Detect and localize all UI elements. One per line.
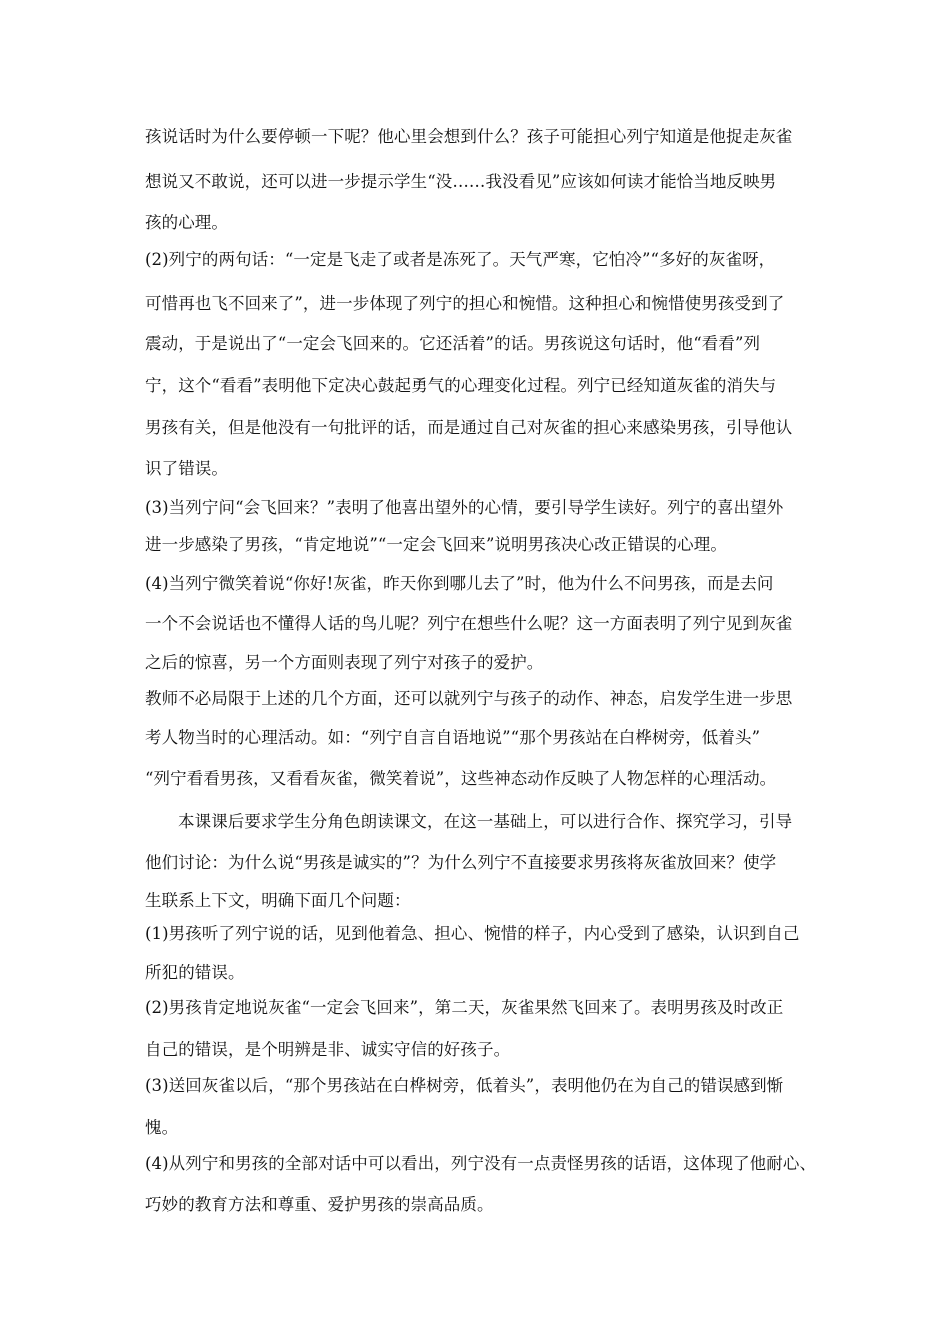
text-line: 一个不会说话也不懂得人话的鸟儿呢？列宁在想些什么呢？这一方面表明了列宁见到灰雀 — [145, 614, 793, 633]
text-line: 可惜再也飞不回来了”，进一步体现了列宁的担心和惋惜。这种担心和惋惜使男孩受到了 — [145, 294, 785, 313]
text-line: (1)男孩听了列宁说的话，见到他着急、担心、惋惜的样子，内心受到了感染，认识到自己 — [145, 924, 800, 943]
text-line: (3)送回灰雀以后，“那个男孩站在白桦树旁，低着头”，表明他仍在为自己的错误感到惭 — [145, 1076, 784, 1095]
text-line: (4)当列宁微笑着说“你好!灰雀，昨天你到哪儿去了”时，他为什么不问男孩，而是去问 — [145, 574, 774, 593]
text-line: 自己的错误，是个明辨是非、诚实守信的好孩子。 — [145, 1040, 511, 1059]
text-line: 识了错误。 — [145, 459, 228, 478]
text-line: 本课课后要求学生分角色朗读课文，在这一基础上，可以进行合作、探究学习，引导 — [178, 812, 793, 831]
text-line: 考人物当时的心理活动。如：“列宁自言自语地说”“那个男孩站在白桦树旁，低着头” — [145, 728, 761, 747]
text-line: 所犯的错误。 — [145, 963, 245, 982]
text-line: 巧妙的教育方法和尊重、爱护男孩的崇高品质。 — [145, 1195, 494, 1214]
text-line: 生联系上下文，明确下面几个问题： — [145, 891, 411, 910]
text-line: 宁，这个“看看”表明他下定决心鼓起勇气的心理变化过程。列宁已经知道灰雀的消失与 — [145, 376, 777, 395]
text-line: (2)男孩肯定地说灰雀“一定会飞回来”，第二天，灰雀果然飞回来了。表明男孩及时改正 — [145, 998, 784, 1017]
text-line: 孩的心理。 — [145, 213, 228, 232]
text-line: 教师不必局限于上述的几个方面，还可以就列宁与孩子的动作、神态，启发学生进一步思 — [145, 689, 793, 708]
text-line: (2)列宁的两句话：“一定是飞走了或者是冻死了。天气严寒，它怕冷”“多好的灰雀呀， — [145, 250, 776, 269]
text-line: 之后的惊喜，另一个方面则表现了列宁对孩子的爱护。 — [145, 653, 544, 672]
text-line: 进一步感染了男孩，“肯定地说”“一定会飞回来”说明男孩决心改正错误的心理。 — [145, 535, 727, 554]
text-line: 震动，于是说出了“一定会飞回来的。它还活着”的话。男孩说这句话时，他“看看”列 — [145, 334, 761, 353]
text-line: 男孩有关，但是他没有一句批评的话，而是通过自己对灰雀的担心来感染男孩，引导他认 — [145, 418, 793, 437]
text-line: 想说又不敢说，还可以进一步提示学生“没……我没看见”应该如何读才能恰当地反映男 — [145, 172, 777, 191]
text-line: 他们讨论：为什么说“男孩是诚实的”？为什么列宁不直接要求男孩将灰雀放回来？使学 — [145, 853, 777, 872]
text-line: (4)从列宁和男孩的全部对话中可以看出，列宁没有一点责怪男孩的话语，这体现了他耐心、 — [145, 1154, 817, 1173]
text-line: “列宁看看男孩，又看看灰雀，微笑着说”，这些神态动作反映了人物怎样的心理活动。 — [145, 769, 777, 788]
text-line: 孩说话时为什么要停顿一下呢？他心里会想到什么？孩子可能担心列宁知道是他捉走灰雀 — [145, 127, 793, 146]
text-line: (3)当列宁问“会飞回来？”表明了他喜出望外的心情，要引导学生读好。列宁的喜出望外 — [145, 498, 784, 517]
text-line: 愧。 — [145, 1118, 179, 1137]
